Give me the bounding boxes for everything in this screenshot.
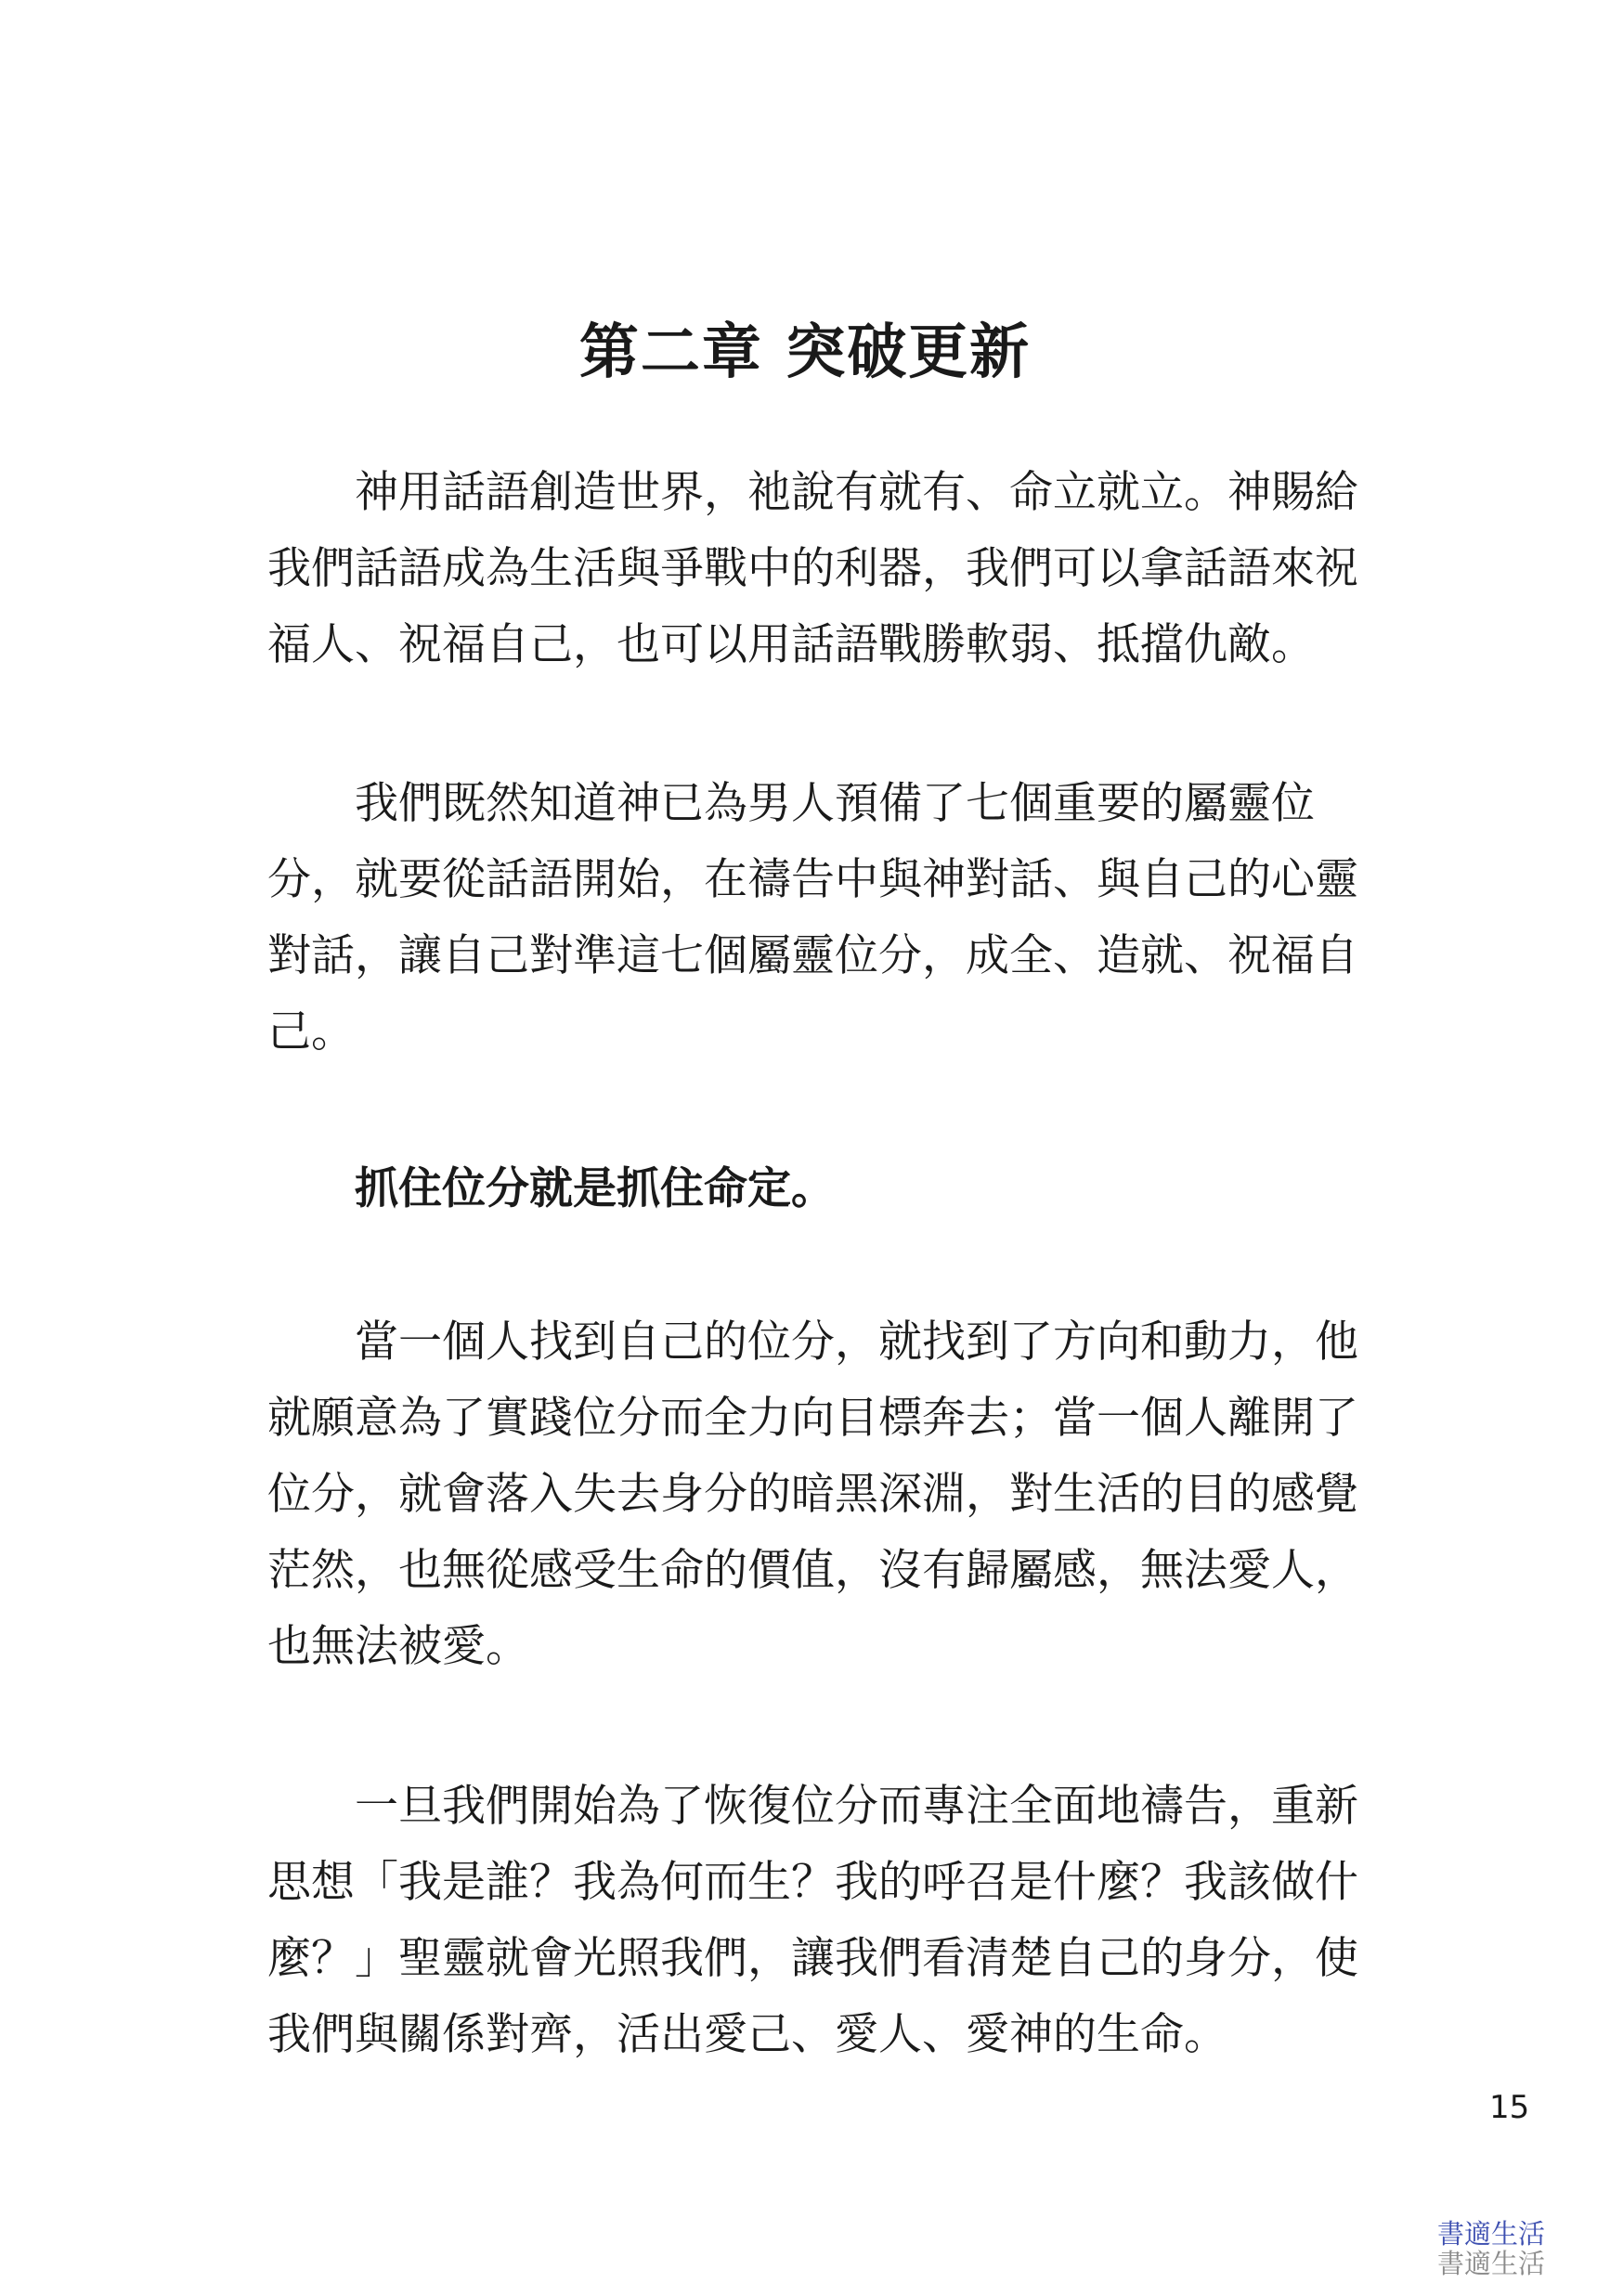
paragraph-line: 神用話語創造世界，祂說有就有、命立就立。神賜給 [355,467,1358,518]
paragraph-2 [267,766,1396,1070]
paragraph-1 [267,455,1396,683]
paragraph-line: 思想「我是誰？我為何而生？我的呼召是什麼？我該做什 [267,1857,1358,1908]
paragraph-line: 也無法被愛。 [267,1621,529,1672]
paragraph-line: 位分，就會落入失去身分的暗黑深淵，對生活的目的感覺 [267,1469,1358,1520]
chapter-title: 第二章 突破更新 [578,318,1032,387]
paragraph-line: 就願意為了實踐位分而全力向目標奔去；當一個人離開了 [267,1393,1358,1444]
section-heading: 抓住位分就是抓住命定。 [355,1163,835,1214]
paragraph-line: 分，就要從話語開始，在禱告中與神對話、與自己的心靈 [267,854,1358,905]
page-number: 15 [1489,2089,1530,2126]
watermark-line-secondary: 書適生活 [1437,2248,1546,2279]
watermark-line-primary: 書適生活 [1437,2218,1546,2250]
paragraph-line: 己。 [267,1006,355,1057]
publisher-watermark [1437,2219,1545,2278]
paragraph-line: 福人、祝福自己，也可以用話語戰勝軟弱、抵擋仇敵。 [267,619,1315,670]
paragraph-line: 一旦我們開始為了恢復位分而專注全面地禱告，重新 [355,1781,1358,1832]
paragraph-line: 對話，讓自己對準這七個屬靈位分，成全、造就、祝福自 [267,930,1358,981]
paragraph-line: 我們話語成為生活與爭戰中的利器，我們可以拿話語來祝 [267,543,1358,594]
paragraph-line: 我們既然知道神已為男人預備了七個重要的屬靈位 [355,778,1315,829]
paragraph-3 [267,1304,1396,1685]
paragraph-line: 當一個人找到自己的位分，就找到了方向和動力，他 [355,1317,1358,1368]
paragraph-line: 茫然，也無從感受生命的價值，沒有歸屬感，無法愛人， [267,1545,1358,1596]
paragraph-line: 麼？」聖靈就會光照我們，讓我們看清楚自己的身分，使 [267,1933,1358,1984]
paragraph-4 [267,1769,1396,2073]
paragraph-line: 我們與關係對齊，活出愛己、愛人、愛神的生命。 [267,2009,1227,2060]
